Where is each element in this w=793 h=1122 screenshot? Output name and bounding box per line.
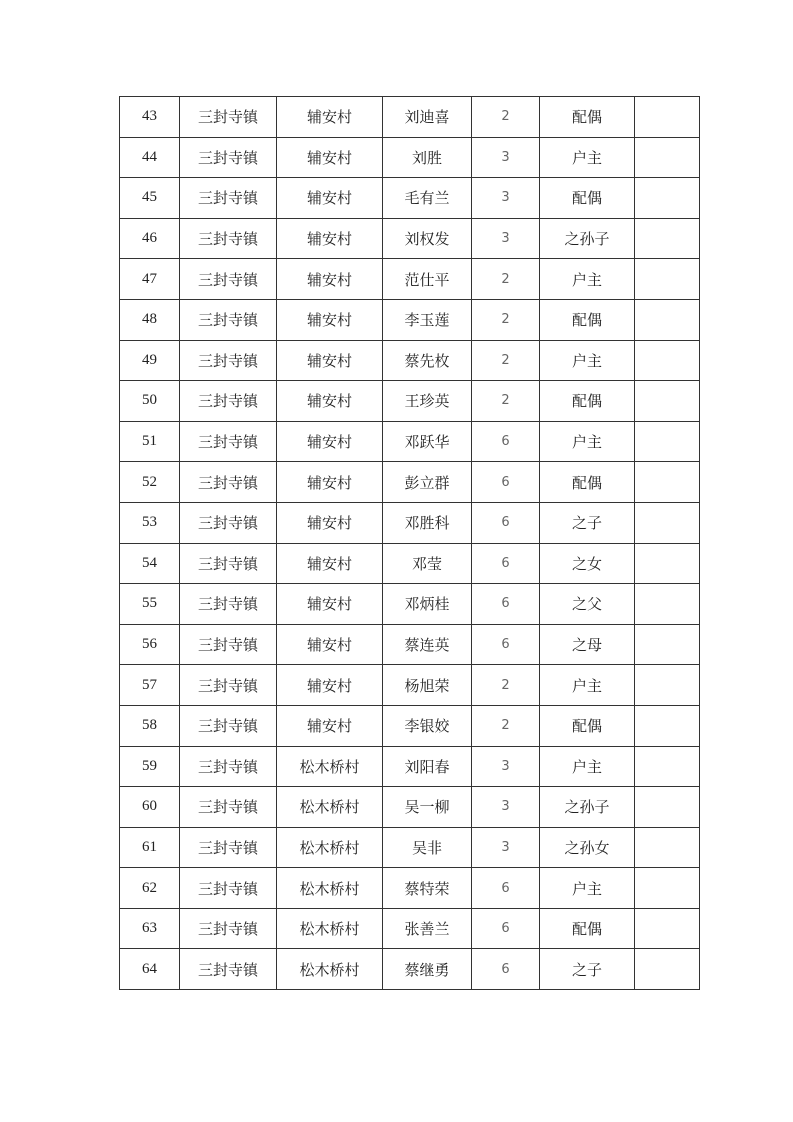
row-number: 43 <box>120 97 180 138</box>
town-cell: 三封寺镇 <box>180 584 277 625</box>
village-cell: 辅安村 <box>277 462 383 503</box>
roster-table <box>119 96 700 990</box>
village-cell: 辅安村 <box>277 624 383 665</box>
note-cell <box>635 665 700 706</box>
household-count-cell: 6 <box>472 868 540 909</box>
person-name-cell: 范仕平 <box>383 259 472 300</box>
person-name-cell: 邓莹 <box>383 543 472 584</box>
row-number: 56 <box>120 624 180 665</box>
relation-cell: 配偶 <box>540 908 635 949</box>
town-cell: 三封寺镇 <box>180 949 277 990</box>
row-number: 51 <box>120 421 180 462</box>
note-cell <box>635 787 700 828</box>
row-number: 55 <box>120 584 180 625</box>
household-count-cell: 3 <box>472 178 540 219</box>
note-cell <box>635 299 700 340</box>
household-count-cell: 2 <box>472 97 540 138</box>
household-count-cell: 3 <box>472 218 540 259</box>
town-cell: 三封寺镇 <box>180 502 277 543</box>
table-row <box>120 705 700 746</box>
person-name-cell: 邓炳桂 <box>383 584 472 625</box>
relation-cell: 户主 <box>540 340 635 381</box>
relation-cell: 户主 <box>540 665 635 706</box>
village-cell: 辅安村 <box>277 299 383 340</box>
table-row <box>120 340 700 381</box>
person-name-cell: 刘权发 <box>383 218 472 259</box>
town-cell: 三封寺镇 <box>180 178 277 219</box>
note-cell <box>635 868 700 909</box>
table-row <box>120 868 700 909</box>
household-count-cell: 3 <box>472 787 540 828</box>
person-name-cell: 蔡特荣 <box>383 868 472 909</box>
relation-cell: 之孙子 <box>540 787 635 828</box>
table-row <box>120 543 700 584</box>
town-cell: 三封寺镇 <box>180 787 277 828</box>
town-cell: 三封寺镇 <box>180 218 277 259</box>
roster-body <box>120 97 700 990</box>
village-cell: 辅安村 <box>277 502 383 543</box>
household-count-cell: 2 <box>472 259 540 300</box>
table-row <box>120 908 700 949</box>
village-cell: 松木桥村 <box>277 868 383 909</box>
village-cell: 辅安村 <box>277 381 383 422</box>
person-name-cell: 吴一柳 <box>383 787 472 828</box>
relation-cell: 之父 <box>540 584 635 625</box>
person-name-cell: 蔡先枚 <box>383 340 472 381</box>
person-name-cell: 彭立群 <box>383 462 472 503</box>
town-cell: 三封寺镇 <box>180 543 277 584</box>
person-name-cell: 邓跃华 <box>383 421 472 462</box>
relation-cell: 之女 <box>540 543 635 584</box>
town-cell: 三封寺镇 <box>180 462 277 503</box>
household-count-cell: 6 <box>472 584 540 625</box>
note-cell <box>635 584 700 625</box>
row-number: 44 <box>120 137 180 178</box>
note-cell <box>635 624 700 665</box>
relation-cell: 之子 <box>540 502 635 543</box>
household-count-cell: 6 <box>472 908 540 949</box>
row-number: 60 <box>120 787 180 828</box>
row-number: 59 <box>120 746 180 787</box>
town-cell: 三封寺镇 <box>180 665 277 706</box>
town-cell: 三封寺镇 <box>180 705 277 746</box>
table-row <box>120 665 700 706</box>
town-cell: 三封寺镇 <box>180 868 277 909</box>
note-cell <box>635 827 700 868</box>
row-number: 45 <box>120 178 180 219</box>
person-name-cell: 刘胜 <box>383 137 472 178</box>
village-cell: 辅安村 <box>277 259 383 300</box>
village-cell: 松木桥村 <box>277 827 383 868</box>
household-count-cell: 6 <box>472 462 540 503</box>
row-number: 58 <box>120 705 180 746</box>
person-name-cell: 毛有兰 <box>383 178 472 219</box>
village-cell: 辅安村 <box>277 705 383 746</box>
relation-cell: 配偶 <box>540 97 635 138</box>
household-count-cell: 3 <box>472 137 540 178</box>
table-row <box>120 381 700 422</box>
relation-cell: 之孙女 <box>540 827 635 868</box>
town-cell: 三封寺镇 <box>180 381 277 422</box>
note-cell <box>635 421 700 462</box>
person-name-cell: 王珍英 <box>383 381 472 422</box>
table-row <box>120 462 700 503</box>
relation-cell: 之母 <box>540 624 635 665</box>
town-cell: 三封寺镇 <box>180 97 277 138</box>
table-row <box>120 218 700 259</box>
village-cell: 松木桥村 <box>277 787 383 828</box>
village-cell: 辅安村 <box>277 543 383 584</box>
row-number: 63 <box>120 908 180 949</box>
town-cell: 三封寺镇 <box>180 421 277 462</box>
row-number: 46 <box>120 218 180 259</box>
row-number: 61 <box>120 827 180 868</box>
row-number: 54 <box>120 543 180 584</box>
note-cell <box>635 137 700 178</box>
household-count-cell: 2 <box>472 299 540 340</box>
household-count-cell: 2 <box>472 381 540 422</box>
note-cell <box>635 340 700 381</box>
town-cell: 三封寺镇 <box>180 299 277 340</box>
town-cell: 三封寺镇 <box>180 137 277 178</box>
relation-cell: 户主 <box>540 259 635 300</box>
note-cell <box>635 502 700 543</box>
person-name-cell: 蔡连英 <box>383 624 472 665</box>
row-number: 52 <box>120 462 180 503</box>
household-count-cell: 6 <box>472 421 540 462</box>
relation-cell: 户主 <box>540 137 635 178</box>
town-cell: 三封寺镇 <box>180 340 277 381</box>
note-cell <box>635 908 700 949</box>
relation-cell: 户主 <box>540 421 635 462</box>
village-cell: 辅安村 <box>277 218 383 259</box>
row-number: 49 <box>120 340 180 381</box>
village-cell: 辅安村 <box>277 97 383 138</box>
table-row <box>120 502 700 543</box>
relation-cell: 户主 <box>540 868 635 909</box>
person-name-cell: 杨旭荣 <box>383 665 472 706</box>
table-row <box>120 137 700 178</box>
relation-cell: 配偶 <box>540 705 635 746</box>
table-row <box>120 299 700 340</box>
household-count-cell: 6 <box>472 624 540 665</box>
note-cell <box>635 949 700 990</box>
village-cell: 松木桥村 <box>277 908 383 949</box>
village-cell: 辅安村 <box>277 421 383 462</box>
table-row <box>120 624 700 665</box>
row-number: 48 <box>120 299 180 340</box>
relation-cell: 之子 <box>540 949 635 990</box>
relation-cell: 户主 <box>540 746 635 787</box>
note-cell <box>635 259 700 300</box>
person-name-cell: 吴非 <box>383 827 472 868</box>
table-row <box>120 97 700 138</box>
village-cell: 辅安村 <box>277 137 383 178</box>
row-number: 64 <box>120 949 180 990</box>
row-number: 62 <box>120 868 180 909</box>
village-cell: 辅安村 <box>277 665 383 706</box>
village-cell: 辅安村 <box>277 178 383 219</box>
table-row <box>120 178 700 219</box>
table-row <box>120 259 700 300</box>
row-number: 50 <box>120 381 180 422</box>
relation-cell: 配偶 <box>540 178 635 219</box>
table-row <box>120 827 700 868</box>
relation-cell: 配偶 <box>540 381 635 422</box>
person-name-cell: 李玉莲 <box>383 299 472 340</box>
note-cell <box>635 746 700 787</box>
row-number: 57 <box>120 665 180 706</box>
note-cell <box>635 705 700 746</box>
person-name-cell: 蔡继勇 <box>383 949 472 990</box>
household-count-cell: 2 <box>472 340 540 381</box>
table-row <box>120 584 700 625</box>
household-count-cell: 2 <box>472 665 540 706</box>
table-row <box>120 787 700 828</box>
town-cell: 三封寺镇 <box>180 624 277 665</box>
note-cell <box>635 218 700 259</box>
town-cell: 三封寺镇 <box>180 827 277 868</box>
person-name-cell: 张善兰 <box>383 908 472 949</box>
table-row <box>120 746 700 787</box>
household-count-cell: 6 <box>472 949 540 990</box>
table-row <box>120 949 700 990</box>
village-cell: 辅安村 <box>277 340 383 381</box>
household-count-cell: 3 <box>472 827 540 868</box>
town-cell: 三封寺镇 <box>180 259 277 300</box>
person-name-cell: 刘迪喜 <box>383 97 472 138</box>
village-cell: 松木桥村 <box>277 746 383 787</box>
table-row <box>120 421 700 462</box>
note-cell <box>635 543 700 584</box>
village-cell: 松木桥村 <box>277 949 383 990</box>
relation-cell: 配偶 <box>540 462 635 503</box>
person-name-cell: 刘阳春 <box>383 746 472 787</box>
town-cell: 三封寺镇 <box>180 908 277 949</box>
village-cell: 辅安村 <box>277 584 383 625</box>
row-number: 47 <box>120 259 180 300</box>
person-name-cell: 李银姣 <box>383 705 472 746</box>
household-count-cell: 6 <box>472 543 540 584</box>
town-cell: 三封寺镇 <box>180 746 277 787</box>
note-cell <box>635 381 700 422</box>
household-count-cell: 3 <box>472 746 540 787</box>
relation-cell: 配偶 <box>540 299 635 340</box>
household-count-cell: 2 <box>472 705 540 746</box>
person-name-cell: 邓胜科 <box>383 502 472 543</box>
relation-cell: 之孙子 <box>540 218 635 259</box>
household-count-cell: 6 <box>472 502 540 543</box>
note-cell <box>635 97 700 138</box>
note-cell <box>635 462 700 503</box>
note-cell <box>635 178 700 219</box>
row-number: 53 <box>120 502 180 543</box>
